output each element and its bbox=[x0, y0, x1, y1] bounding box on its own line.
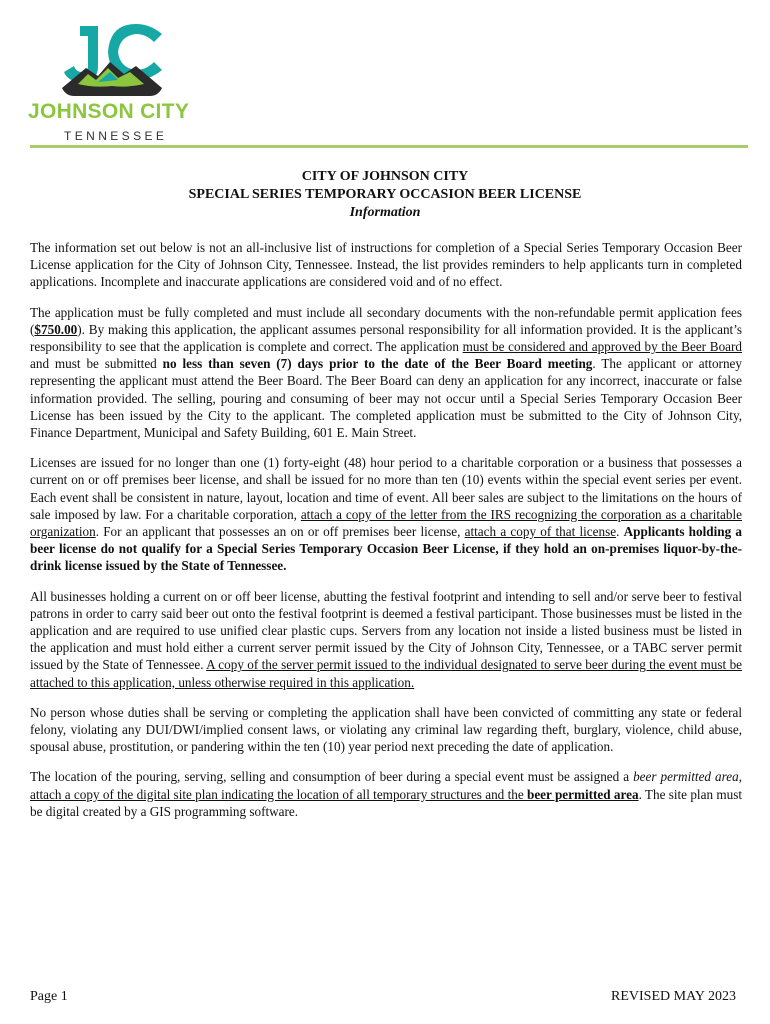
document-title-block bbox=[0, 168, 770, 222]
festival-text-1: All businesses holding a current on or off beer license, abutting the festival footprint and intending to sell and/or serve beer to festival patrons in order to carry said beer out onto the festival footprint is deemed a festival participant. Those businesses must be listed in the application and are required to use unified clear plastic cups. Servers from any location not inside a listed business must be listed in the application and must hold either a current server permit issued by the City of Johnson City, Tennessee, or a TABC server permit issued by the State of Tennessee. bbox=[30, 588, 742, 673]
license-copy-requirement: attach a copy of that license bbox=[464, 524, 617, 540]
irs-letter-requirement: attach a copy of the letter from the IRS recognizing the corporation as a charitable organization bbox=[30, 506, 742, 540]
paragraph-application-requirements bbox=[30, 304, 742, 442]
beer-permitted-area-term: beer permitted area bbox=[633, 769, 739, 785]
page-number: Page 1 bbox=[30, 989, 68, 1004]
beer-board-approval-note: must be considered and approved by the Beer Board bbox=[462, 339, 742, 355]
jc-mountain-logo-icon bbox=[58, 22, 168, 100]
paragraph-license-terms bbox=[30, 454, 742, 574]
revision-date: REVISED MAY 2023 bbox=[611, 989, 736, 1004]
license-text-3: . bbox=[616, 524, 624, 540]
paragraph-permitted-area bbox=[30, 768, 742, 820]
intro-text: The information set out below is not an all-inclusive list of instructions for completion of a Special Series Temporary Occasion Beer License application for the City of Johnson City, Tennessee. Instead, the list provides reminders to help applicants turn in completed applications. Incomplete and inaccurate applications are considered void and of no effect. bbox=[30, 240, 742, 290]
criminal-history-text: No person whose duties shall be serving or completing the application shall have been convicted of committing any state or federal felony, violating any DUI/DWI/implied consent laws, or violating any criminal law regarding theft, burglary, violence, child abuse, spousal abuse, prostitution, or pandering within the ten (10) year period next preceding the date of application. bbox=[30, 704, 742, 755]
area-text-2: , bbox=[738, 769, 742, 785]
site-plan-requirement: attach a copy of the digital site plan indicating the location of all temporary structures and the bbox=[30, 786, 527, 802]
app-text-4: . The applicant or attorney representing the applicant must attend the Beer Board. The Beer Board can deny an application for any incorrect, inaccurate or false information provided. The selling, pouring and consuming of beer may not occur until a Special Series Temporary Occasion Beer License has been issued by the City to the applicant. The completed application must be submitted to the City of Johnson City, Finance Department, Municipal and Safety Building, 601 E. Main Street. bbox=[30, 356, 742, 441]
logo-state-name: TENNESSEE bbox=[64, 129, 168, 143]
title-line-3: Information bbox=[349, 205, 421, 220]
beer-permitted-area-emphasis: beer permitted area bbox=[526, 786, 639, 802]
app-text-1: The application must be fully completed and must include all secondary documents with the non-refundable permit application fees ( bbox=[30, 304, 742, 337]
app-text-3: and must be submitted bbox=[30, 356, 163, 372]
johnson-city-logo bbox=[28, 22, 203, 144]
license-text-1: Licenses are issued for no longer than one (1) forty-eight (48) hour period to a charitable corporation or a business that possesses a current on or off premises beer license, and shall be issued for no more than ten (10) events within the special event series per event. Each event shall be consistent in nature, layout, location and time of event. All beer sales are subject to the limitations on the hours of sale imposed by law. For a charitable corporation, bbox=[30, 455, 742, 522]
area-text-3: . The site plan must be digital created by a GIS programming software. bbox=[30, 786, 742, 819]
paragraph-festival-participants bbox=[30, 588, 742, 691]
app-text-2: ). By making this application, the applicant assumes personal responsibility for all information provided. It is the applicant’s responsibility to see that the application is complete and correct. The application bbox=[30, 321, 742, 355]
header-divider bbox=[30, 145, 748, 148]
license-text-2: . For an applicant that possesses an on or off premises beer license, bbox=[95, 524, 465, 540]
logo-city-name: JOHNSON CITY bbox=[28, 100, 190, 123]
server-permit-requirement: A copy of the server permit issued to the individual designated to serve beer during the event must be attached to this application, unless otherwise required in this application. bbox=[30, 657, 743, 690]
paragraph-criminal-history bbox=[30, 704, 742, 756]
area-text-1: The location of the pouring, serving, selling and consumption of beer during a special event must be assigned a bbox=[30, 769, 634, 785]
liquor-license-exclusion: Applicants holding a beer license do not qualify for a Special Series Temporary Occasion Beer License, if they hold an on-premises liquor-by-the-drink license issued by the State of Tennessee. bbox=[30, 524, 743, 574]
title-line-2: SPECIAL SERIES TEMPORARY OCCASION BEER LICENSE bbox=[188, 187, 582, 202]
title-line-1: CITY OF JOHNSON CITY bbox=[301, 169, 469, 184]
application-fee: $750.00 bbox=[34, 321, 78, 337]
submission-deadline: no less than seven (7) days prior to the date of the Beer Board meeting bbox=[162, 356, 593, 372]
paragraph-intro bbox=[30, 239, 742, 291]
document-body bbox=[30, 239, 742, 833]
